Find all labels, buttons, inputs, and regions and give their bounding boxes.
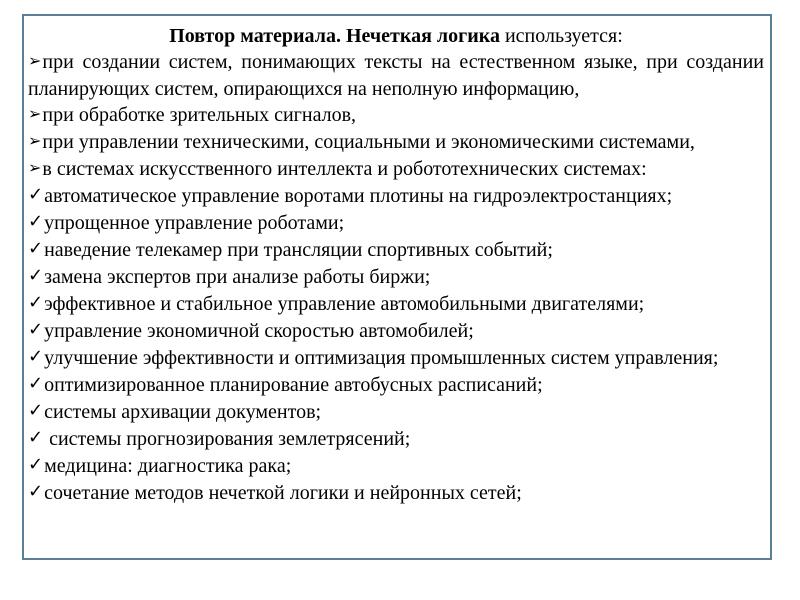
list-item-text: при управлении техническими, социальными и экономическими системами, (42, 131, 695, 153)
list-item-text: медицина: диагностика рака; (44, 455, 292, 477)
list-item (28, 237, 764, 264)
list-item-text: системы архивации документов; (44, 401, 322, 423)
list-item (28, 426, 764, 453)
list-item-text: замена экспертов при анализе работы биржи; (44, 266, 431, 288)
check-bullet-icon: ✓ (28, 481, 44, 502)
check-bullet-icon: ✓ (28, 184, 44, 205)
list-item-text: автоматическое управление воротами плотины на гидроэлектростанциях; (44, 185, 673, 207)
arrow-bullet-icon: ➢ (28, 104, 42, 123)
arrow-bullet-icon: ➢ (28, 131, 42, 150)
list-item-text: при обработке зрительных сигналов, (42, 104, 357, 126)
list-item (28, 399, 764, 426)
list-item-text: оптимизированное планирование автобусных расписаний; (44, 374, 543, 396)
list-item (28, 345, 764, 372)
list-item (28, 291, 764, 318)
list-item (28, 129, 764, 156)
list-item-text: наведение телекамер при трансляции спортивных событий; (44, 239, 553, 261)
check-bullet-icon: ✓ (28, 319, 44, 340)
list-item-text: в системах искусственного интеллекта и робототехнических системах: (42, 158, 647, 180)
list-item-text: системы прогнозирования землетрясений; (44, 428, 411, 450)
check-bullet-icon: ✓ (28, 400, 44, 421)
list-item (28, 318, 764, 345)
list-item-text: эффективное и стабильное управление автомобильными двигателями; (44, 293, 645, 315)
arrow-bullet-icon: ➢ (28, 158, 42, 177)
check-bullet-icon: ✓ (28, 373, 44, 394)
check-bullet-icon: ✓ (28, 454, 44, 475)
list-item (28, 102, 764, 129)
slide-title (28, 23, 764, 49)
list-item (28, 156, 764, 183)
check-bullet-icon: ✓ (28, 427, 44, 448)
list-item-text: упрощенное управление роботами; (44, 212, 345, 234)
check-bullet-icon: ✓ (28, 238, 44, 259)
list-item-text: управление экономичной скоростью автомобилей; (44, 320, 474, 342)
slide-title-rest: используется: (499, 25, 623, 47)
list-item-text: сочетание методов нечеткой логики и нейронных сетей; (44, 482, 522, 504)
check-bullet-icon: ✓ (28, 346, 44, 367)
slide-title-bold: Повтор материала. Нечеткая логика (169, 25, 500, 47)
list-item (28, 453, 764, 480)
list-item (28, 183, 764, 210)
check-bullet-icon: ✓ (28, 265, 44, 286)
list-item (28, 210, 764, 237)
list-item (28, 49, 769, 102)
list-item (28, 480, 764, 507)
list-item-text: улучшение эффективности и оптимизация промышленных систем управления; (44, 347, 719, 369)
list-item-text: при создании систем, понимающих тексты на естественном языке, при создании планирующих систем, опирающихся на неполную информацию, (28, 51, 769, 100)
list-item (28, 264, 764, 291)
list-item (28, 372, 764, 399)
check-bullet-icon: ✓ (28, 211, 44, 232)
check-bullet-icon: ✓ (28, 292, 44, 313)
arrow-bullet-icon: ➢ (28, 51, 42, 70)
slide-text-box (22, 14, 772, 560)
